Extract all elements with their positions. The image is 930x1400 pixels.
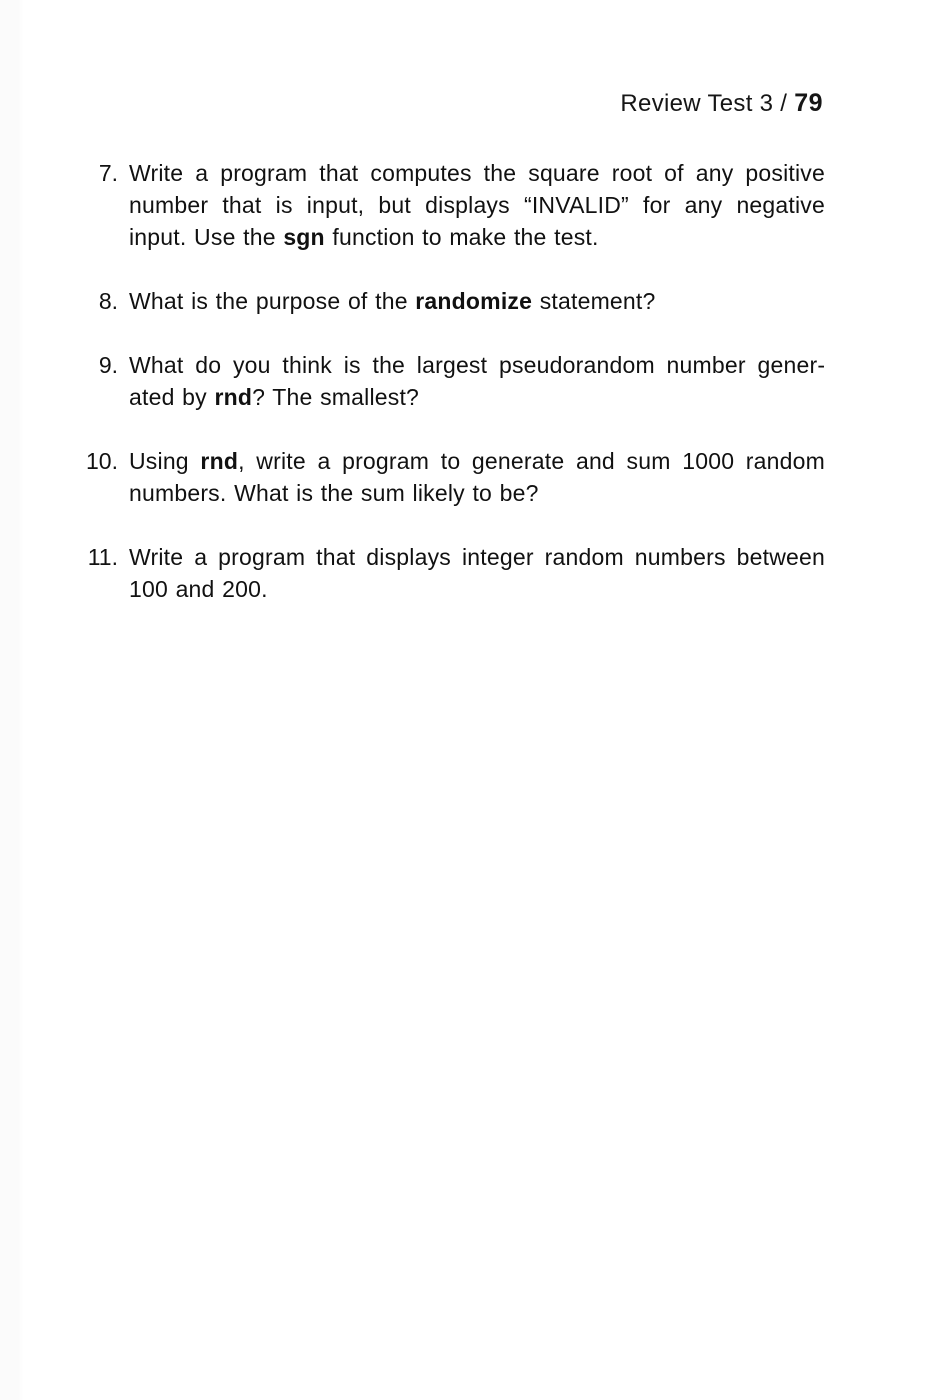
keyword-rnd: rnd (200, 448, 239, 474)
keyword-rnd: rnd (214, 384, 253, 410)
header-title: Review Test 3 / (620, 90, 795, 117)
text-segment: Using (129, 448, 201, 474)
question-item-10 (80, 445, 825, 509)
question-text (129, 541, 825, 605)
text-segment: What is the purpose of the (129, 288, 416, 314)
text-segment: statement? (532, 288, 656, 314)
text-segment: What do you think is the largest pseudorandom number generated by (129, 352, 825, 410)
question-text (129, 157, 825, 253)
keyword-randomize: randomize (415, 288, 533, 314)
text-segment: function to make the test. (324, 224, 599, 250)
text-segment: Write a program that computes the square root of any positive number that is input, but displays “INVALID” for any negative input. Use the (129, 160, 825, 250)
page-number: 79 (794, 89, 823, 117)
question-item-9 (80, 349, 825, 413)
question-item-11 (80, 541, 825, 605)
question-text (129, 285, 825, 317)
question-item-7 (80, 157, 825, 253)
page-content (80, 88, 825, 637)
page-header (80, 88, 825, 119)
question-number: 10. (86, 448, 118, 474)
question-number: 7. (98, 160, 118, 186)
text-segment: ? The smallest? (252, 384, 420, 410)
question-number: 11. (87, 544, 118, 570)
question-text (129, 445, 825, 509)
text-segment: Write a program that displays integer random numbers between 100 and 200. (129, 544, 825, 602)
question-number: 9. (98, 352, 118, 378)
question-text (129, 349, 825, 413)
keyword-sgn: sgn (283, 224, 325, 250)
question-item-8 (80, 285, 825, 317)
question-number: 8. (98, 288, 118, 314)
text-segment: , write a program to generate and sum 1000 random numbers. What is the sum likely to be? (129, 448, 825, 506)
question-list (80, 157, 825, 605)
